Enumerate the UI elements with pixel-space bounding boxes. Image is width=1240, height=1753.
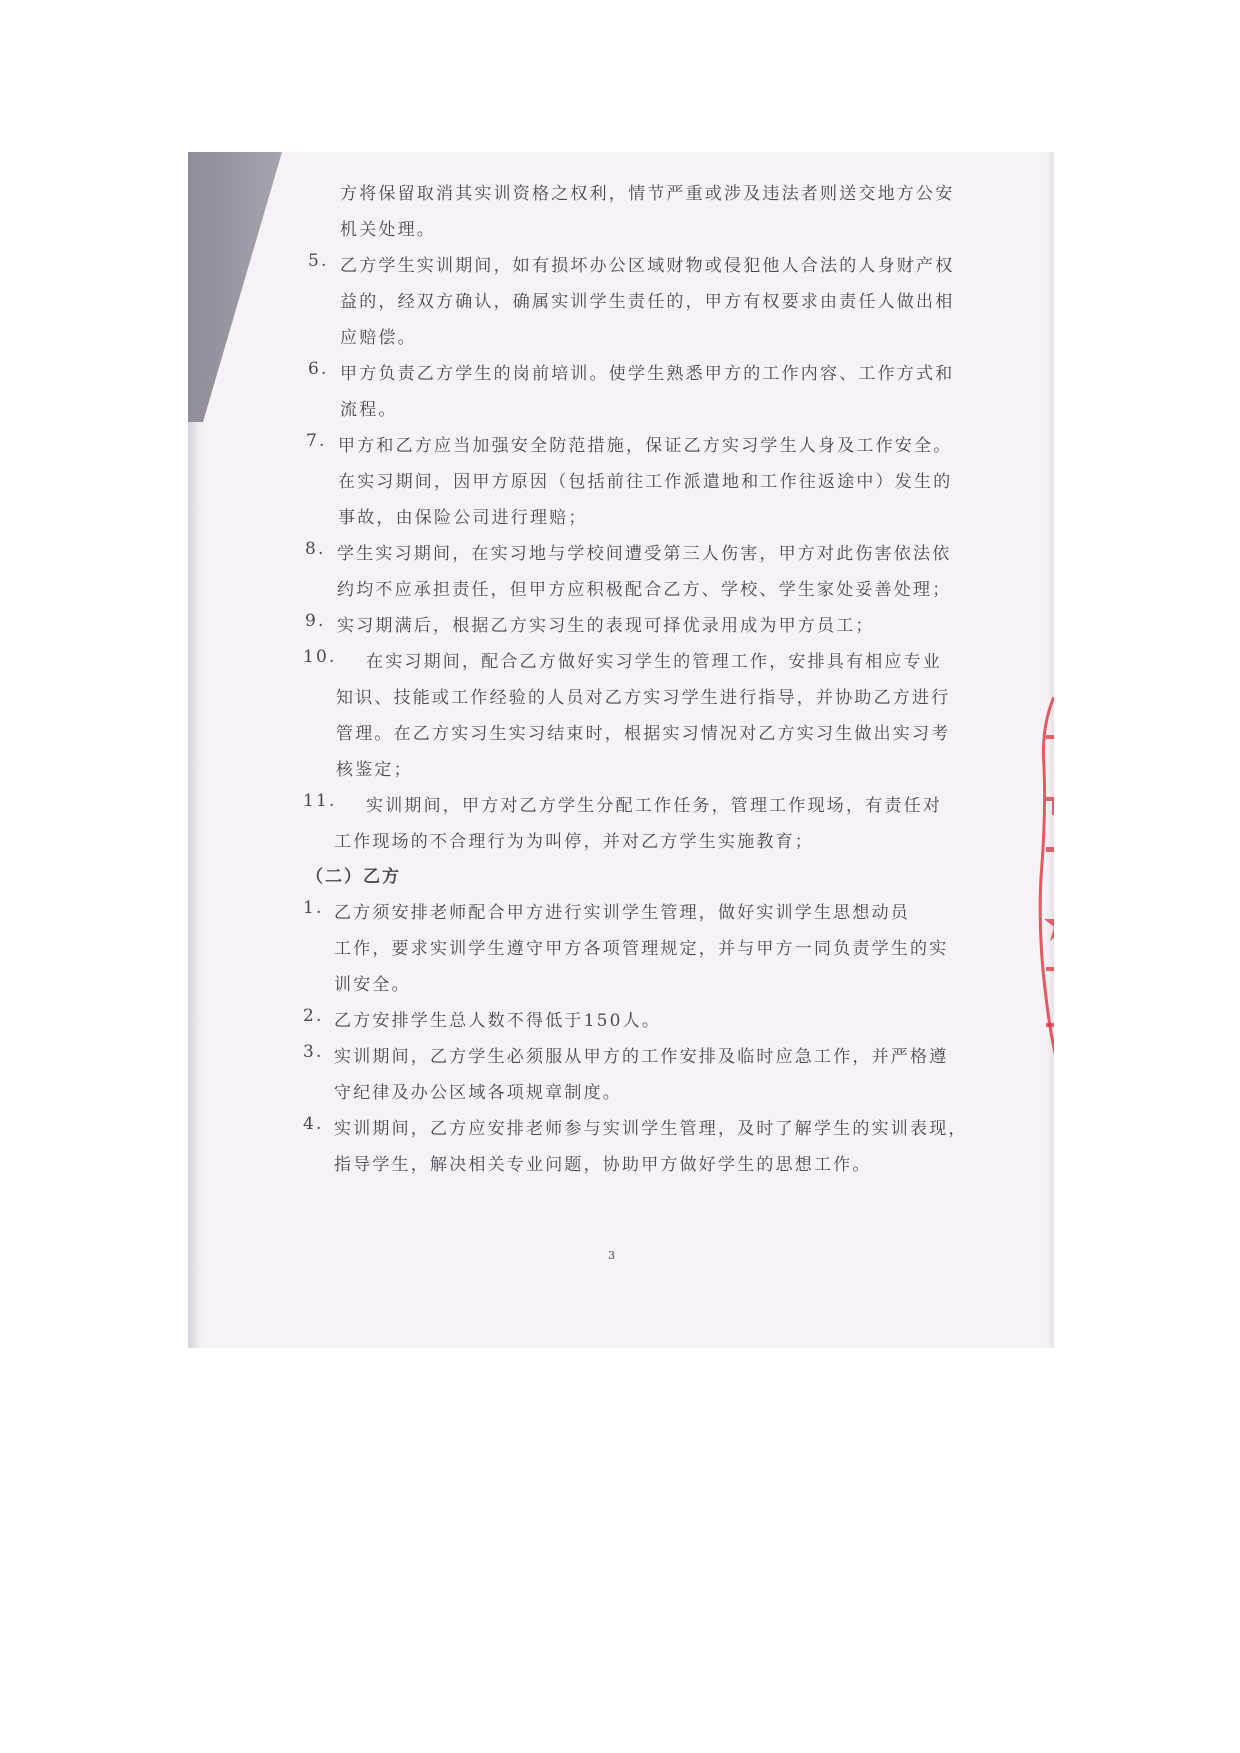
item-text-line: 在实习期间，配合乙方做好实习学生的管理工作，安排具有相应专业 (366, 652, 942, 672)
item-number: 7. (306, 431, 327, 451)
item-number: 1. (303, 898, 324, 918)
item-text-line: 实习期满后，根据乙方实习生的表现可择优录用成为甲方员工； (337, 616, 875, 636)
item-number: 8. (305, 539, 326, 559)
item-number: 4. (303, 1114, 324, 1134)
item-text-line: 核鉴定； (336, 760, 413, 780)
item-number: 5. (308, 251, 329, 271)
item-text-line: 流程。 (340, 400, 398, 420)
scanned-page (188, 152, 1054, 1348)
item-text-line: 工作现场的不合理行为为叫停，并对乙方学生实施教育； (334, 832, 814, 852)
item-text-line: 约均不应承担责任，但甲方应积极配合乙方、学校、学生家处妥善处理； (337, 580, 952, 600)
item-text-line: 实训期间，乙方学生必须服从甲方的工作安排及临时应急工作，并严格遵 (334, 1047, 949, 1067)
item-text-line: 甲方负责乙方学生的岗前培训。使学生熟悉甲方的工作内容、工作方式和 (340, 364, 955, 384)
item-number: 3. (303, 1042, 324, 1062)
continuation-line-1: 方将保留取消其实训资格之权利，情节严重或涉及违法者则送交地方公安 (340, 184, 955, 204)
red-seal-icon (1016, 697, 1054, 1057)
item-text-line: 甲方和乙方应当加强安全防范措施，保证乙方实习学生人身及工作安全。 (338, 436, 953, 456)
document-body (188, 152, 1054, 1348)
item-number: 2. (303, 1006, 324, 1026)
item-text-line: 训安全。 (334, 975, 411, 995)
item-number: 6. (308, 359, 329, 379)
item-text-line: 乙方学生实训期间，如有损坏办公区域财物或侵犯他人合法的人身财产权 (340, 256, 955, 276)
item-text-line: 事故，由保险公司进行理赔； (338, 508, 588, 528)
section-heading-party-b: （二）乙方 (306, 867, 401, 887)
item-text-line: 守纪律及办公区域各项规章制度。 (334, 1083, 622, 1103)
item-number: 9. (305, 611, 326, 631)
item-text-line: 益的，经双方确认，确属实训学生责任的，甲方有权要求由责任人做出相 (340, 292, 955, 312)
item-text-line: 乙方安排学生总人数不得低于150人。 (334, 1011, 662, 1031)
page-number: 3 (608, 1249, 615, 1262)
item-text-line: 知识、技能或工作经验的人员对乙方实习学生进行指导，并协助乙方进行 (336, 688, 951, 708)
item-text-line: 实训期间，甲方对乙方学生分配工作任务，管理工作现场，有责任对 (366, 796, 942, 816)
item-text-line: 学生实习期间，在实习地与学校间遭受第三人伤害，甲方对此伤害依法依 (337, 544, 952, 564)
item-text-line: 应赔偿。 (340, 328, 417, 348)
item-number: 11. (303, 791, 337, 811)
item-text-line: 工作，要求实训学生遵守甲方各项管理规定，并与甲方一同负责学生的实 (334, 939, 949, 959)
continuation-line-2: 机关处理。 (340, 220, 436, 240)
item-text-line: 实训期间，乙方应安排老师参与实训学生管理，及时了解学生的实训表现， (334, 1119, 968, 1139)
item-text-line: 管理。在乙方实习生实习结束时，根据实习情况对乙方实习生做出实习考 (336, 724, 951, 744)
item-text-line: 指导学生，解决相关专业问题，协助甲方做好学生的思想工作。 (334, 1155, 872, 1175)
item-text-line: 在实习期间，因甲方原因（包括前往工作派遣地和工作往返途中）发生的 (338, 472, 953, 492)
item-number: 10. (303, 647, 337, 667)
item-text-line: 乙方须安排老师配合甲方进行实训学生管理，做好实训学生思想动员 (334, 903, 910, 923)
